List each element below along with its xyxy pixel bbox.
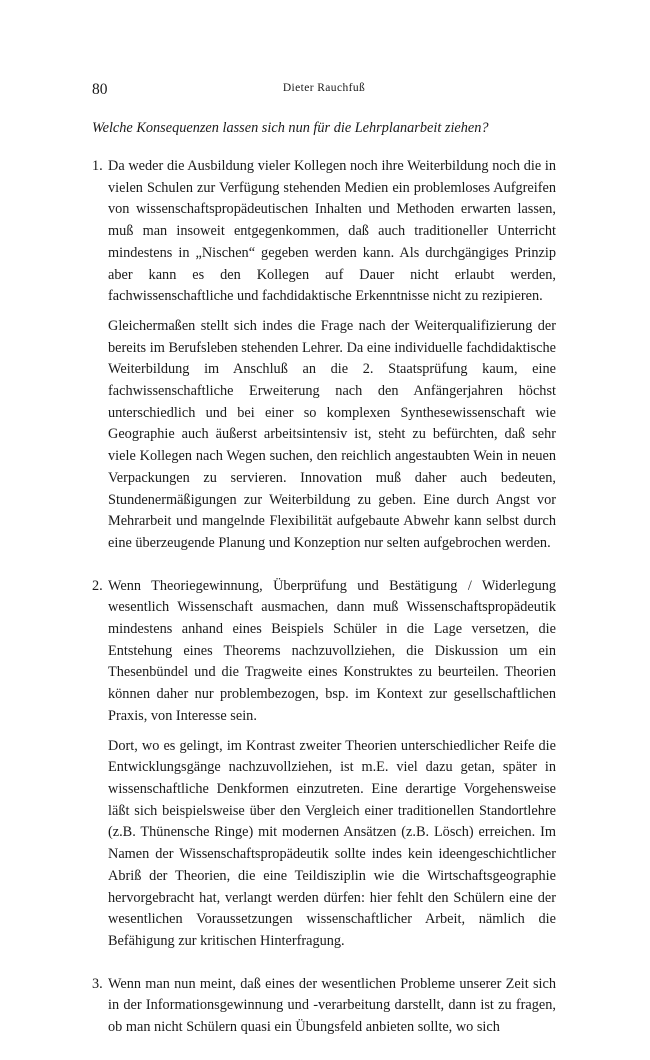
paragraph: Wenn man nun meint, daß eines der wesentlichen Probleme unserer Zeit sich in der Informationsgewinnung und -verarbeitung darstellt, dann ist zu fragen, ob man nicht Schülern quasi ein Übungsfeld anbieten sollte, wo sich <box>108 975 556 1036</box>
list-item-1 <box>92 156 556 555</box>
paragraph: Dort, wo es gelingt, im Kontrast zweiter Theorien unterschiedlicher Reife die Entwicklungsgänge nachzuvollziehen, ist m.E. viel dazu getan, später in wissenschaftliche Denkformen einzutreten. Eine derartige Vorgehensweise läßt sich beispielsweise über den Vergleich einer traditionellen Standortlehre (z.B. Thünensche Ringe) mit modernen Ansätzen (z.B. Lösch) erreichen. Im Namen der Wissenschaftspropädeutik sollte indes kein ideengeschichtlicher Abriß der Theorien, die eine Teildisziplin wie die Wirtschaftsgeographie hervorgebracht hat, verlangt werden dürfen: hier fehlt den Schülern eine der wesentlichen Voraussetzungen wissenschaftlicher Arbeit, nämlich die Befähigung zur kritischen Hinterfragung. <box>108 737 556 949</box>
paragraph: Gleichermaßen stellt sich indes die Frage nach der Weiterqualifizierung der bereits im Berufsleben stehenden Lehrer. Da eine individuelle fachdidaktische Weiterbildung im Anschluß an die 2. Staatsprüfung kaum, eine fachwissenschaftliche Erweiterung nach den Anfängerjahren höchst unterschiedlich und bei einer so komplexen Synthesewissenschaft wie Geographie auch äußerst arbeitsintensiv ist, steht zu befürchten, daß sehr viele Kollegen nach Wegen suchen, den reichlich angestaubten Wein in neuen Verpackungen zu servieren. Innovation muß daher auch bedeuten, Stundenermäßigungen zur Weiterbildung zu geben. Eine durch Angst vor Mehrarbeit und mangelnde Flexibilität aufgebaute Abwehr kann selbst durch eine überzeugende Planung und Konzeption nur selten aufgebrochen werden. <box>108 317 556 551</box>
running-head: Dieter Rauchfuß <box>282 82 366 94</box>
paragraph: Wenn Theoriegewinnung, Überprüfung und Bestätigung / Widerlegung wesentlich Wissenschaft ausmachen, dann muß Wissenschaftspropädeutik mindestens anhand eines Beispiels Schüler in die Lage versetzen, die Entstehung eines Theorems nachzuvollziehen, die Diskussion um ein Thesenbündel und die Tragweite eines Konstruktes zu beurteilen. Theorien können daher nur problembezogen, bsp. im Kontext zur gesellschaftlichen Praxis, von Interesse sein. <box>108 577 556 724</box>
page-header <box>92 81 556 103</box>
page-number: 80 <box>92 81 108 98</box>
section-heading: Welche Konsequenzen lassen sich nun für die Lehrplanarbeit ziehen? <box>92 120 489 136</box>
body-text <box>92 156 556 1060</box>
list-item-number: 3. <box>92 975 103 992</box>
list-item-3 <box>92 974 556 1039</box>
list-item-number: 1. <box>92 158 103 174</box>
list-item-number: 2. <box>92 577 103 594</box>
paragraph: Da weder die Ausbildung vieler Kollegen noch ihre Weiterbildung noch die in vielen Schulen zur Verfügung stehenden Medien ein problemloses Aufgreifen von wissenschaftspropädeutischen Inhalten und Methoden erwarten lassen, muß man insoweit entgegenkommen, daß auch traditioneller Unterricht mindestens in „Nischen“ gegeben werden kann. Als durchgängiges Prinzip aber kann es den Kollegen auf Dauer nicht erlaubt werden, fachwissenschaftliche und fachdidaktische Erkenntnisse nicht zu rezipieren. <box>108 158 556 305</box>
list-item-2 <box>92 576 556 953</box>
